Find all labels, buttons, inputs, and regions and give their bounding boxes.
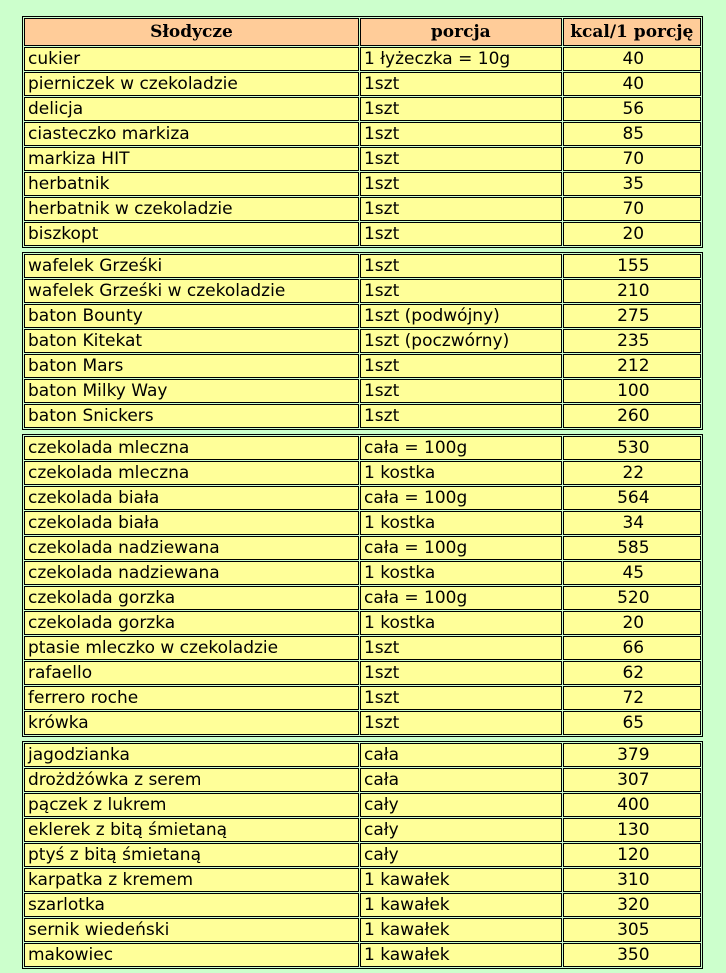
item-name: wafelek Grześki: [24, 254, 359, 278]
item-kcal: 130: [563, 818, 701, 842]
item-kcal: 310: [563, 868, 701, 892]
table-row: [24, 711, 701, 735]
item-portion: 1 kostka: [360, 611, 562, 635]
item-name: ferrero roche: [24, 686, 359, 710]
item-kcal: 40: [563, 72, 701, 96]
item-portion: 1 kostka: [360, 561, 562, 585]
item-name: karpatka z kremem: [24, 868, 359, 892]
item-kcal: 40: [563, 47, 701, 71]
item-kcal: 70: [563, 147, 701, 171]
item-kcal: 564: [563, 486, 701, 510]
table-row: [24, 743, 701, 767]
item-name: baton Bounty: [24, 304, 359, 328]
table-row: [24, 72, 701, 96]
table-row: [24, 304, 701, 328]
item-portion: 1szt: [360, 97, 562, 121]
table-group: [22, 16, 703, 248]
item-portion: 1szt: [360, 72, 562, 96]
item-portion: 1szt: [360, 661, 562, 685]
item-kcal: 65: [563, 711, 701, 735]
item-portion: 1szt: [360, 122, 562, 146]
item-kcal: 20: [563, 611, 701, 635]
item-name: baton Milky Way: [24, 379, 359, 403]
item-portion: 1 kawałek: [360, 868, 562, 892]
table-row: [24, 893, 701, 917]
table-row: [24, 868, 701, 892]
item-portion: 1szt: [360, 279, 562, 303]
item-name: ciasteczko markiza: [24, 122, 359, 146]
item-name: czekolada nadziewana: [24, 536, 359, 560]
header-portion: porcja: [360, 18, 562, 46]
item-name: cukier: [24, 47, 359, 71]
item-name: rafaello: [24, 661, 359, 685]
item-name: czekolada mleczna: [24, 461, 359, 485]
item-name: czekolada nadziewana: [24, 561, 359, 585]
item-kcal: 45: [563, 561, 701, 585]
item-portion: 1szt: [360, 172, 562, 196]
item-name: makowiec: [24, 943, 359, 967]
item-portion: 1szt: [360, 197, 562, 221]
item-portion: cały: [360, 793, 562, 817]
item-portion: 1szt (podwójny): [360, 304, 562, 328]
header-name: Słodycze: [24, 18, 359, 46]
table-row: [24, 47, 701, 71]
table-row: [24, 436, 701, 460]
item-portion: 1szt: [360, 686, 562, 710]
table-row: [24, 329, 701, 353]
item-kcal: 305: [563, 918, 701, 942]
table-row: [24, 636, 701, 660]
item-name: pierniczek w czekoladzie: [24, 72, 359, 96]
item-kcal: 35: [563, 172, 701, 196]
item-kcal: 379: [563, 743, 701, 767]
item-kcal: 56: [563, 97, 701, 121]
table-row: [24, 379, 701, 403]
item-name: pączek z lukrem: [24, 793, 359, 817]
item-kcal: 275: [563, 304, 701, 328]
table-row: [24, 254, 701, 278]
table-row: [24, 793, 701, 817]
item-portion: 1 kostka: [360, 461, 562, 485]
table-row: [24, 561, 701, 585]
item-portion: 1szt: [360, 354, 562, 378]
table-row: [24, 611, 701, 635]
item-kcal: 72: [563, 686, 701, 710]
item-name: czekolada gorzka: [24, 611, 359, 635]
item-portion: 1 kostka: [360, 511, 562, 535]
item-portion: 1szt: [360, 711, 562, 735]
header-kcal: kcal/1 porcję: [563, 18, 701, 46]
table-row: [24, 843, 701, 867]
calorie-table: [22, 16, 703, 973]
item-name: baton Kitekat: [24, 329, 359, 353]
item-name: herbatnik w czekoladzie: [24, 197, 359, 221]
item-name: ptyś z bitą śmietaną: [24, 843, 359, 867]
table-row: [24, 122, 701, 146]
item-kcal: 585: [563, 536, 701, 560]
item-kcal: 155: [563, 254, 701, 278]
item-portion: 1szt: [360, 147, 562, 171]
table-row: [24, 197, 701, 221]
table-row: [24, 97, 701, 121]
item-name: jagodzianka: [24, 743, 359, 767]
item-portion: cała = 100g: [360, 436, 562, 460]
item-kcal: 320: [563, 893, 701, 917]
item-name: herbatnik: [24, 172, 359, 196]
table-row: [24, 172, 701, 196]
item-name: delicja: [24, 97, 359, 121]
item-name: czekolada mleczna: [24, 436, 359, 460]
item-name: baton Snickers: [24, 404, 359, 428]
item-kcal: 66: [563, 636, 701, 660]
table-row: [24, 404, 701, 428]
item-kcal: 260: [563, 404, 701, 428]
item-name: drożdżówka z serem: [24, 768, 359, 792]
item-portion: 1szt: [360, 379, 562, 403]
table-row: [24, 354, 701, 378]
table-row: [24, 943, 701, 967]
table-row: [24, 486, 701, 510]
table-group: [22, 252, 703, 430]
item-name: sernik wiedeński: [24, 918, 359, 942]
table-row: [24, 279, 701, 303]
item-portion: cały: [360, 818, 562, 842]
item-portion: 1 łyżeczka = 10g: [360, 47, 562, 71]
item-portion: 1szt: [360, 636, 562, 660]
item-kcal: 100: [563, 379, 701, 403]
table-row: [24, 536, 701, 560]
table-group: [22, 741, 703, 969]
item-portion: 1 kawałek: [360, 893, 562, 917]
item-name: czekolada biała: [24, 486, 359, 510]
item-kcal: 85: [563, 122, 701, 146]
item-portion: 1szt: [360, 254, 562, 278]
item-name: wafelek Grześki w czekoladzie: [24, 279, 359, 303]
header-row: [24, 18, 701, 46]
table-row: [24, 511, 701, 535]
table-row: [24, 586, 701, 610]
item-kcal: 120: [563, 843, 701, 867]
item-kcal: 20: [563, 222, 701, 246]
item-portion: 1szt: [360, 222, 562, 246]
item-name: czekolada gorzka: [24, 586, 359, 610]
table-row: [24, 918, 701, 942]
table-row: [24, 768, 701, 792]
table-row: [24, 222, 701, 246]
item-portion: cała: [360, 743, 562, 767]
item-name: baton Mars: [24, 354, 359, 378]
item-name: ptasie mleczko w czekoladzie: [24, 636, 359, 660]
item-kcal: 400: [563, 793, 701, 817]
item-kcal: 350: [563, 943, 701, 967]
item-portion: cała = 100g: [360, 536, 562, 560]
item-portion: cała = 100g: [360, 586, 562, 610]
item-portion: cała: [360, 768, 562, 792]
item-name: biszkopt: [24, 222, 359, 246]
table-row: [24, 461, 701, 485]
table-row: [24, 147, 701, 171]
item-kcal: 307: [563, 768, 701, 792]
table-row: [24, 686, 701, 710]
item-kcal: 530: [563, 436, 701, 460]
item-name: szarlotka: [24, 893, 359, 917]
item-name: markiza HIT: [24, 147, 359, 171]
item-kcal: 34: [563, 511, 701, 535]
item-name: eklerek z bitą śmietaną: [24, 818, 359, 842]
item-portion: 1 kawałek: [360, 918, 562, 942]
item-kcal: 22: [563, 461, 701, 485]
item-portion: 1szt: [360, 404, 562, 428]
table-row: [24, 661, 701, 685]
item-portion: cała = 100g: [360, 486, 562, 510]
table-group: [22, 434, 703, 737]
table-row: [24, 818, 701, 842]
item-kcal: 520: [563, 586, 701, 610]
item-kcal: 62: [563, 661, 701, 685]
item-kcal: 70: [563, 197, 701, 221]
item-portion: cały: [360, 843, 562, 867]
item-portion: 1szt (poczwórny): [360, 329, 562, 353]
item-kcal: 212: [563, 354, 701, 378]
item-name: krówka: [24, 711, 359, 735]
item-kcal: 235: [563, 329, 701, 353]
item-kcal: 210: [563, 279, 701, 303]
item-portion: 1 kawałek: [360, 943, 562, 967]
item-name: czekolada biała: [24, 511, 359, 535]
